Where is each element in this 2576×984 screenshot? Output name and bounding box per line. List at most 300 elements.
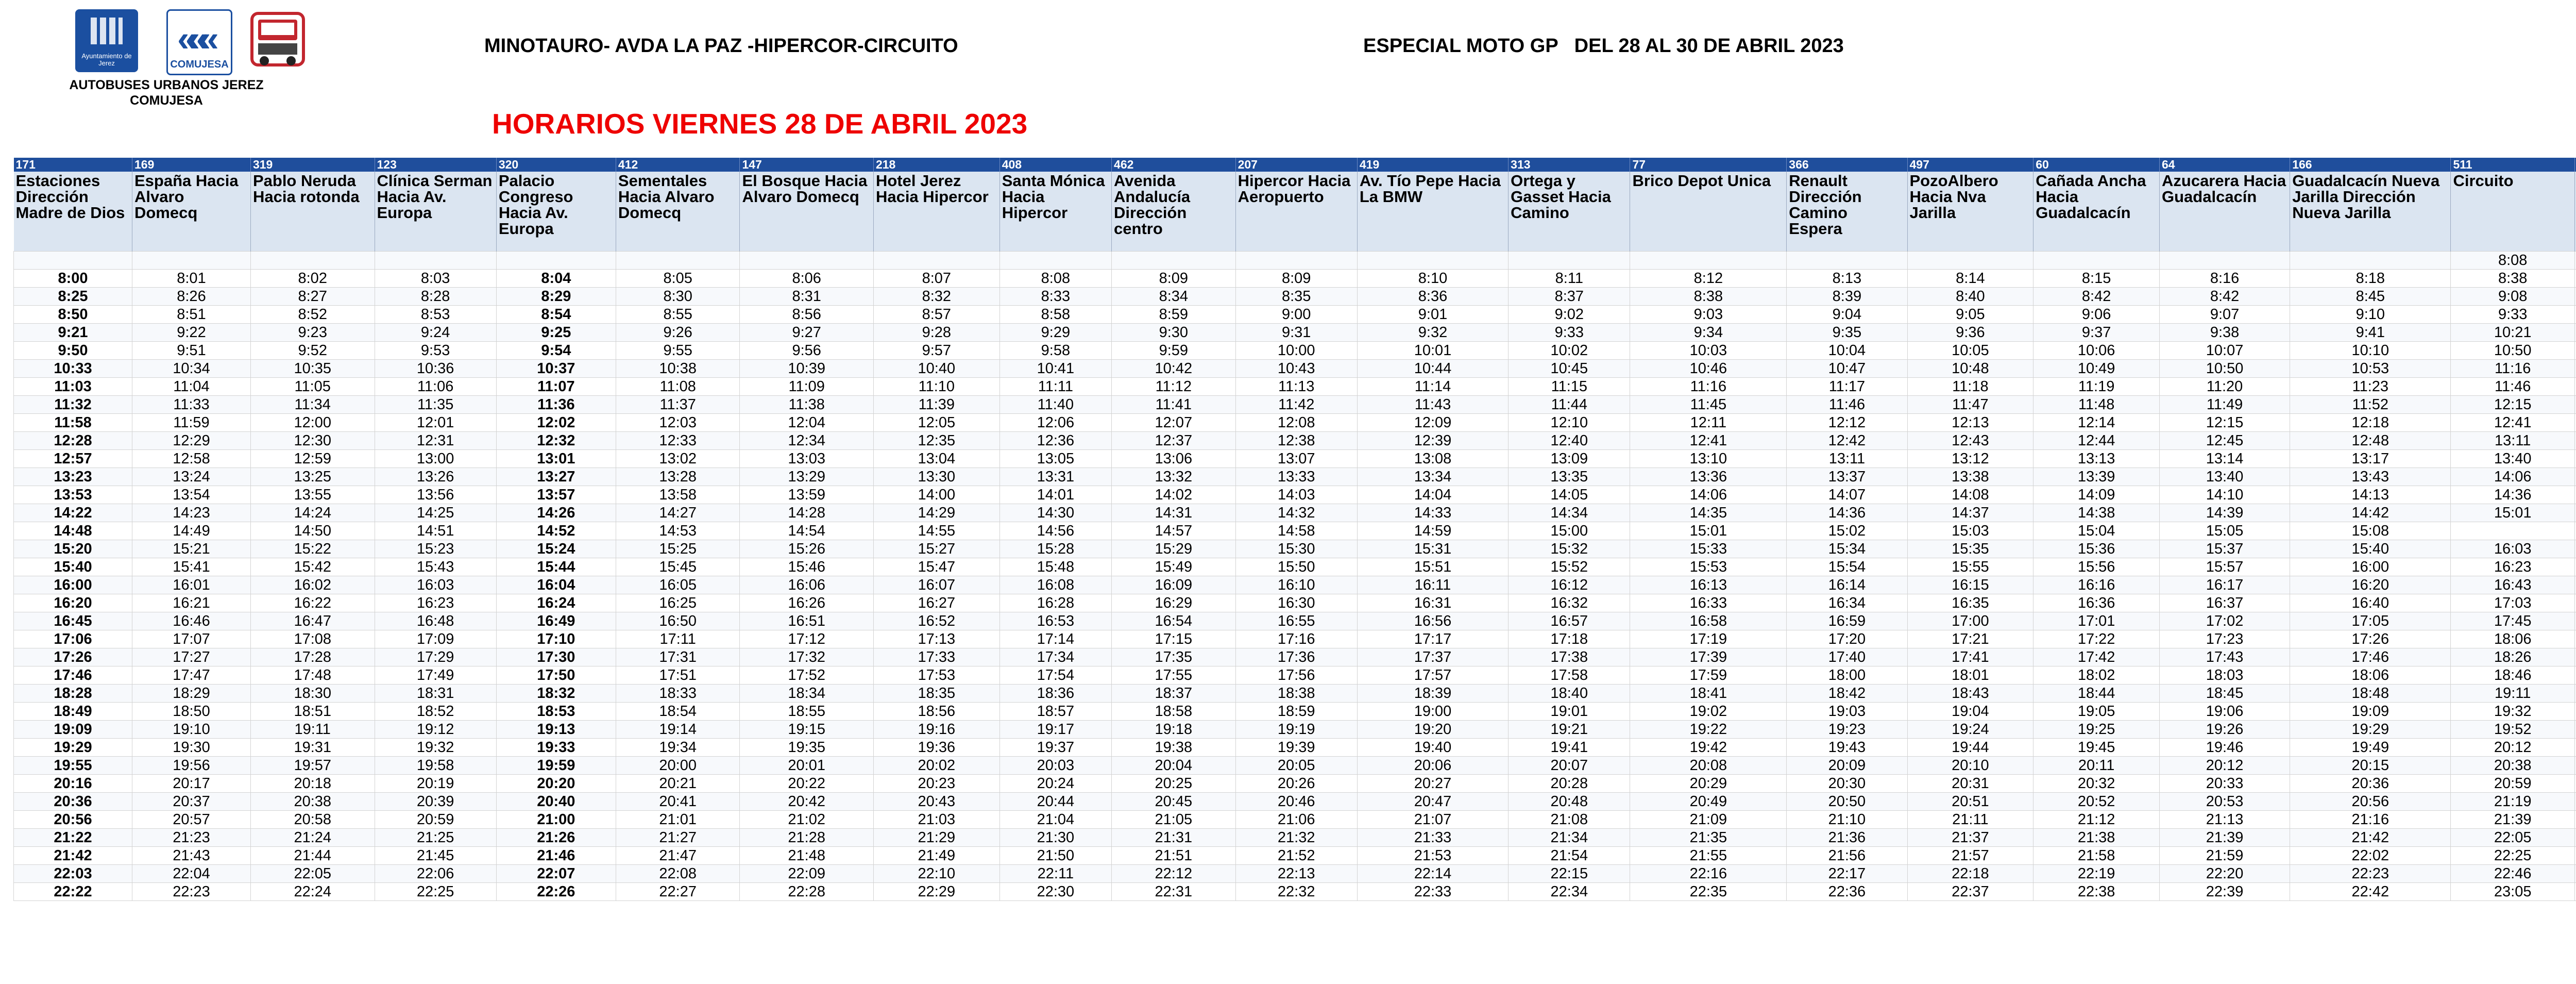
table-row: [14, 288, 2576, 306]
departure-time: 10:50: [2451, 342, 2575, 360]
departure-time: 13:35: [1509, 468, 1630, 486]
departure-time: 19:40: [1357, 739, 1508, 757]
departure-time: 14:34: [1509, 504, 1630, 522]
departure-time: 16:33: [1630, 594, 1787, 612]
departure-time: 16:55: [1235, 612, 1357, 630]
stop-code: 64: [2160, 158, 2290, 172]
stop-code: 313: [1509, 158, 1630, 172]
departure-time: 12:29: [132, 432, 250, 450]
departure-time: 22:09: [740, 865, 874, 883]
departure-time: 16:08: [999, 576, 1111, 594]
departure-time: 20:12: [2160, 757, 2290, 775]
departure-time: 20:40: [496, 793, 616, 811]
departure-time: 21:27: [616, 829, 740, 847]
stop-name: Sementales Hacia Alvaro Domecq: [616, 172, 740, 252]
departure-time: 18:49: [14, 703, 132, 721]
departure-time: 21:39: [2160, 829, 2290, 847]
departure-time: 11:16: [2451, 360, 2575, 378]
departure-time: 17:34: [999, 648, 1111, 666]
departure-time: 19:44: [1907, 739, 2033, 757]
departure-time: 17:46: [14, 666, 132, 685]
departure-time: 16:43: [2451, 576, 2575, 594]
departure-time: 12:57: [14, 450, 132, 468]
departure-time: 20:52: [2033, 793, 2160, 811]
departure-time: 20:38: [2451, 757, 2575, 775]
departure-time: 14:25: [375, 504, 496, 522]
departure-time: 20:33: [2160, 775, 2290, 793]
departure-time: 15:22: [250, 540, 375, 558]
departure-time: 14:04: [1357, 486, 1508, 504]
departure-time: 22:12: [1112, 865, 1236, 883]
departure-time: 17:42: [2033, 648, 2160, 666]
departure-time: 21:46: [496, 847, 616, 865]
departure-time: 11:43: [1357, 396, 1508, 414]
table-row: [14, 847, 2576, 865]
departure-time: 9:02: [1509, 306, 1630, 324]
departure-time: 9:24: [375, 324, 496, 342]
departure-time: 19:12: [375, 721, 496, 739]
departure-time: 16:23: [375, 594, 496, 612]
departure-time: 12:15: [2160, 414, 2290, 432]
departure-time: 15:41: [132, 558, 250, 576]
departure-time: 16:24: [496, 594, 616, 612]
logo-caption-line2: COMUJESA: [130, 93, 203, 108]
stop-code: 60: [2033, 158, 2160, 172]
departure-time: 18:58: [1112, 703, 1236, 721]
departure-time: 19:02: [1630, 703, 1787, 721]
departure-time: 21:42: [14, 847, 132, 865]
table-row: [14, 612, 2576, 630]
departure-time: 9:04: [1787, 306, 1907, 324]
departure-time: 23:05: [2451, 883, 2575, 901]
departure-time: 8:07: [873, 270, 999, 288]
departure-time: 16:14: [1787, 576, 1907, 594]
departure-time: [1509, 252, 1630, 270]
departure-time: 18:32: [496, 685, 616, 703]
departure-time: 8:33: [999, 288, 1111, 306]
departure-time: 11:14: [1357, 378, 1508, 396]
departure-time: 14:27: [616, 504, 740, 522]
departure-time: 9:51: [132, 342, 250, 360]
table-row: [14, 883, 2576, 901]
stop-name: Avenida Andalucía Dirección centro: [1112, 172, 1236, 252]
departure-time: 8:00: [14, 270, 132, 288]
departure-time: 15:57: [2160, 558, 2290, 576]
departure-time: 17:35: [1112, 648, 1236, 666]
departure-time: 13:14: [2160, 450, 2290, 468]
departure-time: 19:33: [496, 739, 616, 757]
departure-time: 22:17: [1787, 865, 1907, 883]
departure-time: 12:06: [999, 414, 1111, 432]
departure-time: 17:56: [1235, 666, 1357, 685]
departure-time: 8:38: [1630, 288, 1787, 306]
departure-time: 15:36: [2033, 540, 2160, 558]
departure-time: [2451, 522, 2575, 540]
departure-time: 16:20: [2290, 576, 2451, 594]
departure-time: 13:56: [375, 486, 496, 504]
departure-time: 13:27: [496, 468, 616, 486]
departure-time: 9:21: [14, 324, 132, 342]
departure-time: 22:14: [1357, 865, 1508, 883]
departure-time: 17:51: [616, 666, 740, 685]
departure-time: 9:53: [375, 342, 496, 360]
departure-time: 10:01: [1357, 342, 1508, 360]
departure-time: 17:58: [1509, 666, 1630, 685]
departure-time: 22:19: [2033, 865, 2160, 883]
departure-time: 14:42: [2290, 504, 2451, 522]
departure-time: 15:47: [873, 558, 999, 576]
departure-time: 14:31: [1112, 504, 1236, 522]
departure-time: 22:23: [2290, 865, 2451, 883]
departure-time: 8:36: [1357, 288, 1508, 306]
departure-time: 21:08: [1509, 811, 1630, 829]
departure-time: 21:07: [1357, 811, 1508, 829]
table-row: [14, 648, 2576, 666]
departure-time: 12:05: [873, 414, 999, 432]
departure-time: 22:42: [2290, 883, 2451, 901]
departure-time: 18:30: [250, 685, 375, 703]
departure-time: 16:07: [873, 576, 999, 594]
departure-time: 18:01: [1907, 666, 2033, 685]
departure-time: 13:40: [2451, 450, 2575, 468]
departure-time: 14:24: [250, 504, 375, 522]
table-row: [14, 865, 2576, 883]
departure-time: 20:31: [1907, 775, 2033, 793]
departure-time: 8:58: [999, 306, 1111, 324]
departure-time: 22:05: [250, 865, 375, 883]
departure-time: 14:28: [740, 504, 874, 522]
departure-time: 13:08: [1357, 450, 1508, 468]
departure-time: 9:07: [2160, 306, 2290, 324]
departure-time: 19:39: [1235, 739, 1357, 757]
departure-time: 17:53: [873, 666, 999, 685]
departure-time: 9:30: [1112, 324, 1236, 342]
stop-code: 171: [14, 158, 132, 172]
departure-time: 14:38: [2033, 504, 2160, 522]
departure-time: 13:57: [496, 486, 616, 504]
departure-time: 19:30: [132, 739, 250, 757]
departure-time: 18:40: [1509, 685, 1630, 703]
departure-time: 13:09: [1509, 450, 1630, 468]
departure-time: 22:22: [14, 883, 132, 901]
departure-time: 20:39: [375, 793, 496, 811]
departure-time: 11:40: [999, 396, 1111, 414]
departure-time: 20:56: [14, 811, 132, 829]
departure-time: 12:31: [375, 432, 496, 450]
stop-code: 147: [740, 158, 874, 172]
departure-time: 9:08: [2451, 288, 2575, 306]
departure-time: 19:29: [14, 739, 132, 757]
departure-time: 19:31: [250, 739, 375, 757]
departure-time: 16:35: [1907, 594, 2033, 612]
departure-time: 16:51: [740, 612, 874, 630]
departure-time: 14:56: [999, 522, 1111, 540]
departure-time: 17:37: [1357, 648, 1508, 666]
departure-time: 21:26: [496, 829, 616, 847]
departure-time: 14:06: [1630, 486, 1787, 504]
departure-time: 13:10: [1630, 450, 1787, 468]
departure-time: 9:34: [1630, 324, 1787, 342]
departure-time: 17:05: [2290, 612, 2451, 630]
departure-time: 15:30: [1235, 540, 1357, 558]
departure-time: 8:13: [1787, 270, 1907, 288]
departure-time: 17:17: [1357, 630, 1508, 648]
stop-code: 166: [2290, 158, 2451, 172]
departure-time: 11:42: [1235, 396, 1357, 414]
departure-time: 10:05: [1907, 342, 2033, 360]
departure-time: 19:00: [1357, 703, 1508, 721]
departure-time: 17:32: [740, 648, 874, 666]
departure-time: 20:27: [1357, 775, 1508, 793]
departure-time: 19:32: [375, 739, 496, 757]
departure-time: 22:27: [616, 883, 740, 901]
departure-time: 9:25: [496, 324, 616, 342]
stop-code: 366: [1787, 158, 1907, 172]
departure-time: 13:23: [14, 468, 132, 486]
departure-time: 14:48: [14, 522, 132, 540]
departure-time: 19:43: [1787, 739, 1907, 757]
departure-time: 17:30: [496, 648, 616, 666]
departure-time: 18:54: [616, 703, 740, 721]
departure-time: 13:53: [14, 486, 132, 504]
departure-time: 18:39: [1357, 685, 1508, 703]
departure-time: 8:53: [375, 306, 496, 324]
table-row: [14, 775, 2576, 793]
departure-time: 11:18: [1907, 378, 2033, 396]
departure-time: 20:36: [14, 793, 132, 811]
departure-time: 17:02: [2160, 612, 2290, 630]
departure-time: 16:01: [132, 576, 250, 594]
municipal-logo-text: Ayuntamiento de Jerez: [81, 52, 132, 67]
departure-time: 8:52: [250, 306, 375, 324]
departure-time: 15:43: [375, 558, 496, 576]
departure-time: 8:40: [1907, 288, 2033, 306]
departure-time: 21:19: [2451, 793, 2575, 811]
departure-time: 13:13: [2033, 450, 2160, 468]
table-row: [14, 486, 2576, 504]
table-row: [14, 757, 2576, 775]
departure-time: 20:15: [2290, 757, 2451, 775]
departure-time: 15:25: [616, 540, 740, 558]
departure-time: 20:07: [1509, 757, 1630, 775]
departure-time: 20:42: [740, 793, 874, 811]
departure-time: 15:40: [14, 558, 132, 576]
departure-time: 19:22: [1630, 721, 1787, 739]
departure-time: 16:50: [616, 612, 740, 630]
departure-time: 17:19: [1630, 630, 1787, 648]
departure-time: 21:44: [250, 847, 375, 865]
departure-time: 20:56: [2290, 793, 2451, 811]
departure-time: 20:59: [375, 811, 496, 829]
departure-time: 18:56: [873, 703, 999, 721]
stop-name: España Hacia Alvaro Domecq: [132, 172, 250, 252]
departure-time: 10:00: [1235, 342, 1357, 360]
departure-time: 17:23: [2160, 630, 2290, 648]
departure-time: 20:08: [1630, 757, 1787, 775]
departure-time: 20:03: [999, 757, 1111, 775]
stop-name: Ortega y Gasset Hacia Camino: [1509, 172, 1630, 252]
departure-time: 19:37: [999, 739, 1111, 757]
departure-time: 8:15: [2033, 270, 2160, 288]
departure-time: 10:37: [496, 360, 616, 378]
departure-time: 20:11: [2033, 757, 2160, 775]
stop-name: Pablo Neruda Hacia rotonda: [250, 172, 375, 252]
departure-time: 16:23: [2451, 558, 2575, 576]
departure-time: 21:29: [873, 829, 999, 847]
departure-time: 8:38: [2451, 270, 2575, 288]
departure-time: 18:37: [1112, 685, 1236, 703]
stop-name: Palacio Congreso Hacia Av. Europa: [496, 172, 616, 252]
departure-time: 22:04: [132, 865, 250, 883]
departure-time: 21:23: [132, 829, 250, 847]
departure-time: 19:16: [873, 721, 999, 739]
departure-time: 17:01: [2033, 612, 2160, 630]
departure-time: 22:07: [496, 865, 616, 883]
departure-time: 14:50: [250, 522, 375, 540]
stop-name: Clínica Serman Hacia Av. Europa: [375, 172, 496, 252]
departure-time: 8:10: [1357, 270, 1508, 288]
departure-time: 18:34: [740, 685, 874, 703]
departure-time: 21:25: [375, 829, 496, 847]
departure-time: 8:09: [1235, 270, 1357, 288]
departure-time: 8:08: [999, 270, 1111, 288]
departure-time: 20:32: [2033, 775, 2160, 793]
departure-time: 15:33: [1630, 540, 1787, 558]
departure-time: 13:38: [1907, 468, 2033, 486]
departure-time: 9:52: [250, 342, 375, 360]
stop-code: 511: [2451, 158, 2575, 172]
departure-time: 15:46: [740, 558, 874, 576]
departure-time: 10:40: [873, 360, 999, 378]
departure-time: 13:05: [999, 450, 1111, 468]
departure-time: 10:49: [2033, 360, 2160, 378]
departure-time: 14:32: [1235, 504, 1357, 522]
departure-time: 8:39: [1787, 288, 1907, 306]
departure-time: 17:00: [1907, 612, 2033, 630]
departure-time: 10:46: [1630, 360, 1787, 378]
departure-time: 18:52: [375, 703, 496, 721]
departure-time: 17:20: [1787, 630, 1907, 648]
departure-time: 8:57: [873, 306, 999, 324]
departure-time: 22:36: [1787, 883, 1907, 901]
departure-time: 9:23: [250, 324, 375, 342]
departure-time: 10:06: [2033, 342, 2160, 360]
departure-time: 22:25: [375, 883, 496, 901]
departure-time: 18:53: [496, 703, 616, 721]
departure-time: 15:21: [132, 540, 250, 558]
departure-time: 13:04: [873, 450, 999, 468]
departure-time: 16:05: [616, 576, 740, 594]
departure-time: 21:49: [873, 847, 999, 865]
departure-time: 19:55: [14, 757, 132, 775]
departure-time: 16:00: [14, 576, 132, 594]
departure-time: 19:26: [2160, 721, 2290, 739]
departure-time: 8:51: [132, 306, 250, 324]
stop-code: 462: [1112, 158, 1236, 172]
departure-time: 17:08: [250, 630, 375, 648]
departure-time: 13:39: [2033, 468, 2160, 486]
departure-time: 19:45: [2033, 739, 2160, 757]
departure-time: 14:37: [1907, 504, 2033, 522]
departure-time: 21:11: [1907, 811, 2033, 829]
table-row: [14, 468, 2576, 486]
departure-time: 15:45: [616, 558, 740, 576]
departure-time: 16:00: [2290, 558, 2451, 576]
departure-time: [999, 252, 1111, 270]
departure-time: [2160, 252, 2290, 270]
departure-time: 22:11: [999, 865, 1111, 883]
departure-time: 10:47: [1787, 360, 1907, 378]
stop-code: 218: [873, 158, 999, 172]
departure-time: 13:30: [873, 468, 999, 486]
departure-time: 22:46: [2451, 865, 2575, 883]
departure-time: 21:12: [2033, 811, 2160, 829]
departure-time: 12:45: [2160, 432, 2290, 450]
departure-time: 12:02: [496, 414, 616, 432]
departure-time: 11:52: [2290, 396, 2451, 414]
departure-time: 20:45: [1112, 793, 1236, 811]
departure-time: 11:37: [616, 396, 740, 414]
departure-time: 17:45: [2451, 612, 2575, 630]
departure-time: 14:33: [1357, 504, 1508, 522]
departure-time: 8:34: [1112, 288, 1236, 306]
departure-time: 9:57: [873, 342, 999, 360]
departure-time: 17:43: [2160, 648, 2290, 666]
departure-time: 8:06: [740, 270, 874, 288]
departure-time: 15:20: [14, 540, 132, 558]
route-title: MINOTAURO- AVDA LA PAZ -HIPERCOR-CIRCUITO: [484, 35, 958, 57]
departure-time: 14:23: [132, 504, 250, 522]
departure-time: 10:45: [1509, 360, 1630, 378]
departure-time: 17:39: [1630, 648, 1787, 666]
departure-time: 22:03: [14, 865, 132, 883]
departure-time: 15:00: [1509, 522, 1630, 540]
departure-time: [132, 252, 250, 270]
departure-time: 9:36: [1907, 324, 2033, 342]
departure-time: 16:10: [1235, 576, 1357, 594]
departure-time: 21:55: [1630, 847, 1787, 865]
departure-time: 17:54: [999, 666, 1111, 685]
departure-time: 14:26: [496, 504, 616, 522]
departure-time: 14:36: [2451, 486, 2575, 504]
departure-time: 8:05: [616, 270, 740, 288]
departure-time: 21:34: [1509, 829, 1630, 847]
departure-time: 16:48: [375, 612, 496, 630]
departure-time: 19:15: [740, 721, 874, 739]
departure-time: [1907, 252, 2033, 270]
departure-time: 9:05: [1907, 306, 2033, 324]
departure-time: 11:23: [2290, 378, 2451, 396]
departure-time: 12:15: [2451, 396, 2575, 414]
departure-time: 18:29: [132, 685, 250, 703]
stop-name: PozoAlbero Hacia Nva Jarilla: [1907, 172, 2033, 252]
departure-time: 16:03: [375, 576, 496, 594]
departure-time: 9:56: [740, 342, 874, 360]
departure-time: 12:44: [2033, 432, 2160, 450]
departure-time: 20:43: [873, 793, 999, 811]
departure-time: 15:01: [2451, 504, 2575, 522]
departure-time: 16:20: [14, 594, 132, 612]
departure-time: 20:09: [1787, 757, 1907, 775]
departure-time: 17:03: [2451, 594, 2575, 612]
departure-time: 22:05: [2451, 829, 2575, 847]
departure-time: 9:06: [2033, 306, 2160, 324]
departure-time: 20:41: [616, 793, 740, 811]
departure-time: 22:13: [1235, 865, 1357, 883]
departure-time: 20:24: [999, 775, 1111, 793]
departure-time: 21:35: [1630, 829, 1787, 847]
departure-time: 12:35: [873, 432, 999, 450]
